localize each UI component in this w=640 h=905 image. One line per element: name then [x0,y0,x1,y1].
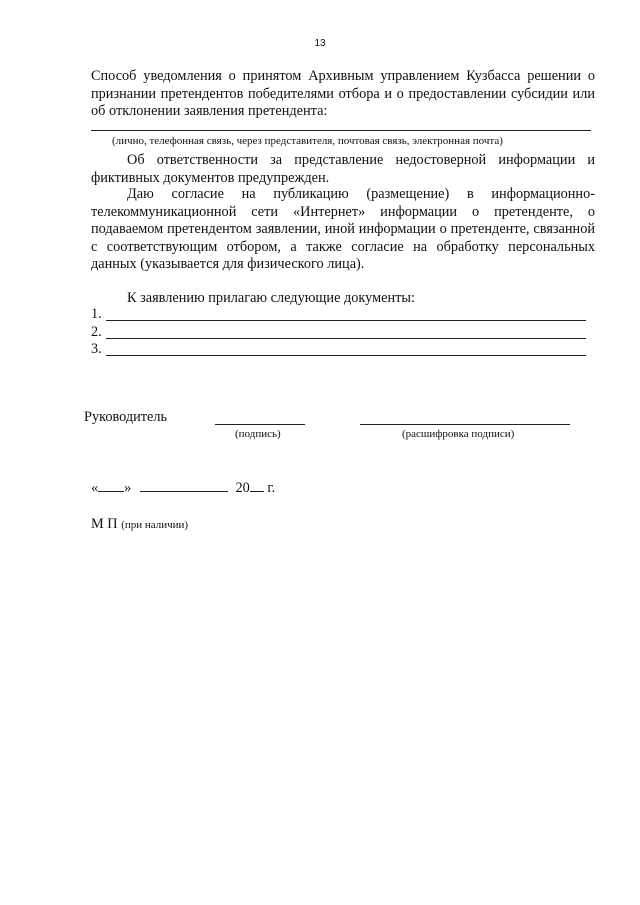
date-close-quote: » [124,480,132,496]
signature-line [215,424,305,425]
stamp-note: (при наличии) [121,519,189,531]
attachment-item-number: 2. [91,324,102,340]
date-year-suffix: г. [267,480,276,496]
date-line [91,480,275,497]
date-year-prefix: 20 [235,480,250,496]
notification-hint: (лично, телефонная связь, через представителя, почтовая связь, электронная почта) [112,135,503,147]
attachment-item-1 [91,306,102,323]
signature-caption: (подпись) [235,428,281,440]
notification-blank-line [91,130,591,131]
signature-title: Руководитель [84,409,168,425]
attachment-item-3 [91,341,102,358]
notification-text: Способ уведомления о принятом Архивным управлением Кузбасса решении о признании претендентов победителями отбора и о предоставлении субсидии или об отклонении заявления претендента: [91,68,595,119]
attachment-item-number: 1. [91,306,102,322]
date-year-blank [250,480,264,492]
attachment-item-2 [91,324,102,341]
attachments-intro: К заявлению прилагаю следующие документы: [127,290,415,306]
date-open-quote: « [91,480,99,496]
page-number: 13 [314,38,326,49]
attachment-item-number: 3. [91,341,102,357]
attachment-line-1 [106,320,586,321]
signature-decode-caption: (расшифровка подписи) [402,428,515,440]
attachment-line-3 [106,355,586,356]
attachment-line-2 [106,338,586,339]
consent-text: Даю согласие на публикацию (размещение) в информационно-телекоммуникационной сети «Интернет» информации о претенденте, о подаваемом претендентом заявлении, иной информации о претенденте, связанной с соответствующим отбором, а также согласие на обработку персональных данных (указывается для физического лица). [91,186,595,272]
date-day-blank [98,480,124,492]
date-month-blank [140,480,228,492]
responsibility-text: Об ответственности за представление недостоверной информации и фиктивных документов предупрежден. [91,152,595,186]
signature-decode-line [360,424,570,425]
stamp-line [91,516,188,534]
stamp-label: М П [91,516,118,532]
